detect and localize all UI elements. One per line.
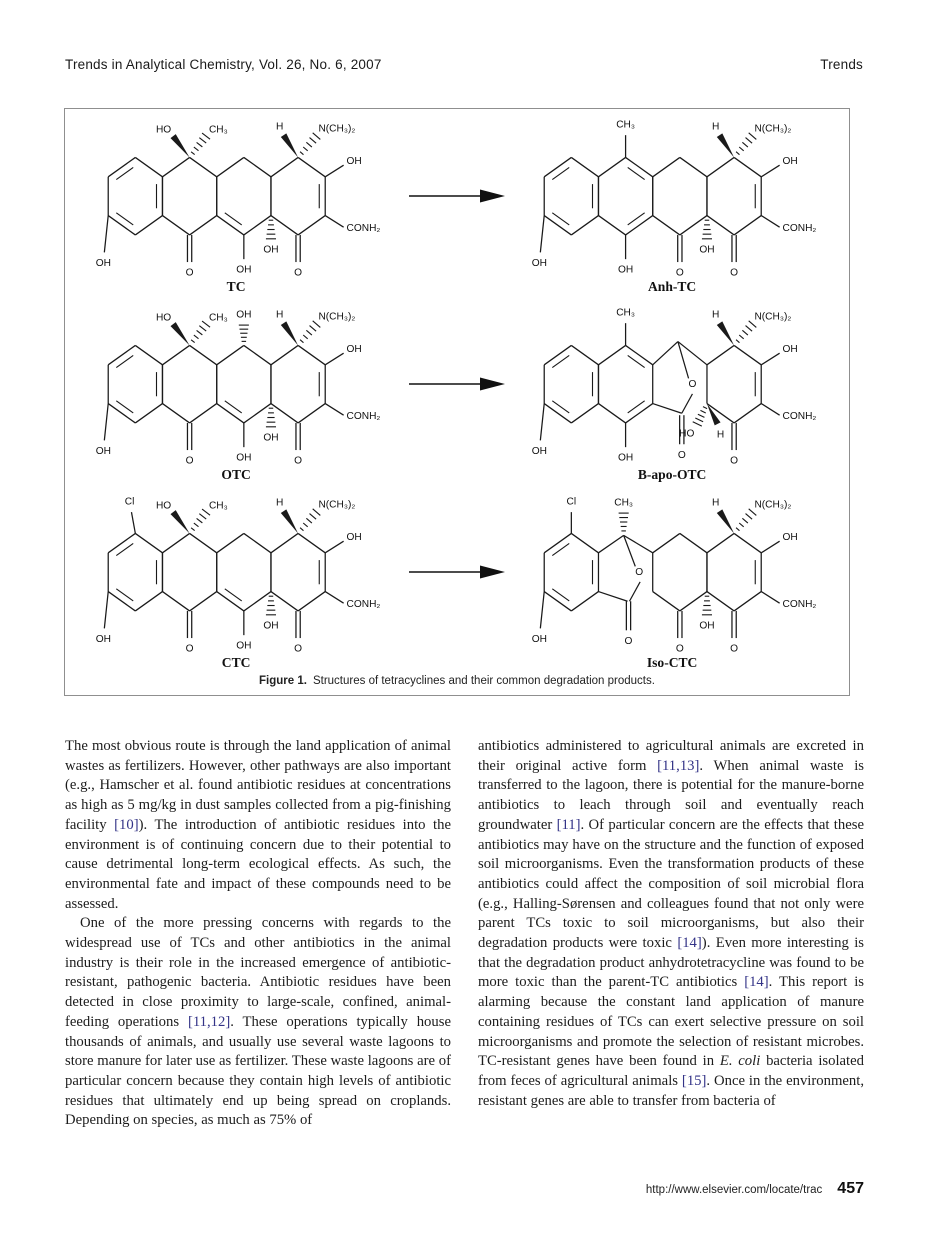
bond-line <box>306 142 312 147</box>
header-journal-info: Trends in Analytical Chemistry, Vol. 26, No. 6, 2007 <box>65 57 382 72</box>
bond-line <box>598 345 625 364</box>
bond-line <box>244 533 271 552</box>
bond-line <box>298 345 325 364</box>
atom-label: OH <box>346 532 362 544</box>
bond-line <box>571 404 598 423</box>
atom-label: O <box>185 455 194 467</box>
atom-label: CH₃ <box>208 500 228 512</box>
bond-line <box>626 157 653 176</box>
bond-line <box>739 523 743 527</box>
atom-label: CONH₂ <box>782 411 817 423</box>
bond-line <box>298 216 325 235</box>
bond-line <box>271 345 298 364</box>
citation-link[interactable]: [10] <box>114 816 139 833</box>
atom-label: O <box>294 267 303 279</box>
bond-line <box>653 404 682 414</box>
bond-line <box>739 335 743 339</box>
bond-line <box>544 157 571 176</box>
text-run: ). The introduction of antibiotic residues into the environment is of continuing concern due to their potential to cause detrimental long-term ecological effects. As such, the environmental fate and impact of these compounds need to be assessed. <box>65 816 451 912</box>
wedge-bond <box>717 321 734 345</box>
publisher-url-link[interactable]: http://www.elsevier.com/locate/trac <box>645 1184 823 1196</box>
page-header <box>65 57 863 72</box>
bond-line <box>325 541 343 553</box>
bond-line <box>571 216 598 235</box>
bond-line <box>194 523 199 527</box>
atom-label: H <box>716 429 725 441</box>
bond-line <box>678 342 707 365</box>
reaction-arrow-icon <box>409 188 505 204</box>
bond-line <box>598 592 627 602</box>
atom-label: OH <box>782 156 798 168</box>
bond-line <box>739 147 743 151</box>
body-column-left <box>65 737 451 1131</box>
bond-line <box>298 533 325 552</box>
atom-label: HO <box>155 312 172 324</box>
bond-line <box>707 216 734 235</box>
bond-line <box>194 335 199 339</box>
bond-line <box>325 592 343 604</box>
molecule-name-label: Iso-CTC <box>646 655 698 671</box>
bond-line <box>653 342 678 365</box>
atom-label: OH <box>236 264 252 276</box>
atom-label: O <box>730 455 739 467</box>
atom-label: OH <box>95 257 111 269</box>
text-run: . When animal waste is transferred to the lagoon, there is potential for the manure-borne antibiotics to leach through soil and eventually reach groundwater <box>478 757 864 833</box>
atom-label: O <box>635 567 644 579</box>
bond-line <box>104 216 108 253</box>
bond-line <box>742 142 748 147</box>
bond-line <box>736 152 739 155</box>
bond-line <box>135 533 162 552</box>
bond-line <box>197 330 203 334</box>
bond-line <box>734 592 761 611</box>
molecule-name-label: CTC <box>221 655 251 671</box>
atom-label: OH <box>95 445 111 457</box>
bond-line <box>197 518 203 522</box>
figure-row-3 <box>65 485 849 673</box>
bond-line <box>629 582 640 601</box>
bond-line <box>108 345 135 364</box>
molecule-structure-anh-tc <box>515 109 835 295</box>
bond-line <box>271 157 298 176</box>
bond-line <box>162 345 189 364</box>
text-run: antibiotics administered to agricultural animals are excreted in their original active form <box>478 738 864 774</box>
atom-label: O <box>294 643 303 655</box>
citation-link[interactable]: [11,12] <box>187 1013 231 1030</box>
paragraph <box>65 737 451 914</box>
molecule-structure-ctc <box>79 485 399 671</box>
bond-line <box>271 216 298 235</box>
text-run: bacteria isolated from feces of agricultural animals <box>478 1053 865 1089</box>
bond-line <box>761 165 779 177</box>
bond-line <box>197 142 203 146</box>
bond-line <box>734 533 761 552</box>
page-footer <box>646 1180 864 1198</box>
atom-label: H <box>712 121 720 133</box>
atom-label: OH <box>617 264 634 276</box>
body-text <box>65 737 864 1131</box>
reaction-arrow-icon <box>409 376 505 392</box>
bond-line <box>300 340 303 343</box>
bond-line <box>653 157 680 176</box>
bond-line <box>310 138 317 144</box>
bond-line <box>544 345 571 364</box>
bond-line <box>199 514 206 519</box>
bond-line <box>190 533 217 552</box>
bond-line <box>244 404 271 423</box>
atom-label: O <box>730 267 739 279</box>
bond-line <box>703 407 707 409</box>
bond-line <box>571 533 598 552</box>
wedge-bond <box>717 133 734 157</box>
atom-label: OH <box>236 309 252 321</box>
molecule-name-label: TC <box>226 279 246 295</box>
bond-line <box>108 533 135 552</box>
bond-line <box>680 157 707 176</box>
atom-label: OH <box>782 344 798 356</box>
bond-line <box>571 345 598 364</box>
bond-line <box>626 404 653 423</box>
bond-line <box>707 533 734 552</box>
wedge-bond <box>717 509 734 533</box>
bond-line <box>199 138 206 143</box>
atom-label: OH <box>263 244 279 256</box>
bond-line <box>300 152 303 155</box>
bond-line <box>544 592 571 611</box>
bond-line <box>244 216 271 235</box>
atom-label: CH₃ <box>208 124 228 136</box>
text-run: . Of particular concern are the effects that these antibiotics may have on the structure and the function of exposed soil microorganisms. Even the transformation products of these antibiotics could affect the composition of soil microbial flora (e.g., Halling-Sørensen and colleagues found that not only were parent TCs toxic to soil microorganisms, but also their degradation products were toxic <box>478 816 864 952</box>
bond-line <box>544 533 571 552</box>
wedge-bond <box>171 322 190 345</box>
bond-line <box>217 216 244 235</box>
bond-line <box>693 422 702 426</box>
bond-line <box>135 592 162 611</box>
bond-line <box>303 147 307 151</box>
bond-line <box>700 410 705 413</box>
atom-label: O <box>294 455 303 467</box>
text-run: . These operations typically house thousands of animals, and usually use several waste lagoons to store manure for later use as fertilizer. These waste lagoons are of particular concern because they contain high levels of antibiotic residues that ultimately end up being spread on croplands. Depending on species, as much as 75% of <box>65 1013 451 1129</box>
bond-line <box>325 216 343 228</box>
bond-line <box>298 592 325 611</box>
atom-label: OH <box>236 640 252 652</box>
wedge-bond <box>171 134 190 157</box>
molecule-structure-tc <box>79 109 399 295</box>
bond-line <box>761 592 779 604</box>
bond-line <box>162 157 189 176</box>
figure-1-box <box>64 108 850 696</box>
bond-line <box>199 326 206 331</box>
bond-line <box>131 512 135 533</box>
wedge-bond <box>171 510 190 533</box>
atom-label: OH <box>346 156 362 168</box>
bond-line <box>540 404 544 441</box>
atom-label: CH₃ <box>616 119 635 131</box>
bond-line <box>680 592 707 611</box>
atom-label: CH₃ <box>208 312 228 324</box>
bond-line <box>135 345 162 364</box>
atom-label: N(CH₃)₂ <box>754 311 792 323</box>
bond-line <box>325 404 343 416</box>
atom-label: CONH₂ <box>782 599 817 611</box>
wedge-bond <box>707 404 721 426</box>
text-run: . Once in the environment, resistant genes are able to transfer from bacteria of <box>478 1072 865 1109</box>
bond-line <box>680 216 707 235</box>
bond-line <box>190 216 217 235</box>
atom-label: OH <box>346 344 362 356</box>
bond-line <box>571 157 598 176</box>
atom-label: H <box>276 309 284 321</box>
bond-line <box>190 404 217 423</box>
bond-line <box>190 345 217 364</box>
text-run: One of the more pressing concerns with regards to the widespread use of TCs and other antibiotics in the animal industry is their role in the increased emergence of antibiotic-resistant, pathogenic bacteria. Antibiotic residues have been detected in close proximity to large-scale, confined, animal-feeding operations <box>65 915 451 1030</box>
bond-line <box>162 216 189 235</box>
bond-line <box>571 592 598 611</box>
atom-label: CONH₂ <box>346 411 381 423</box>
bond-line <box>544 404 571 423</box>
molecule-name-label: OTC <box>221 467 251 483</box>
bond-line <box>734 404 761 423</box>
atom-label: HO <box>679 428 695 440</box>
bond-line <box>162 533 189 552</box>
atom-label: Cl <box>124 496 135 508</box>
bond-line <box>306 518 312 523</box>
header-journal-name: Trends <box>820 57 863 72</box>
atom-label: CONH₂ <box>782 223 817 235</box>
bond-line <box>736 528 739 531</box>
citation-link[interactable]: [11] <box>556 816 581 833</box>
atom-label: O <box>675 643 684 655</box>
bond-line <box>734 216 761 235</box>
bond-line <box>624 535 653 552</box>
atom-label: N(CH₃)₂ <box>318 499 356 511</box>
bond-line <box>135 404 162 423</box>
bond-line <box>108 592 135 611</box>
text-run: . This report is alarming because the constant land application of manure containing residues of TCs can exert selective pressure on soil microorganisms and promote the selection of resistant microbes. TC-resistant genes have been found in <box>478 974 864 1070</box>
reaction-arrow-icon <box>409 564 505 580</box>
atom-label: OH <box>782 532 798 544</box>
bond-line <box>678 342 689 379</box>
wedge-bond <box>281 509 298 533</box>
bond-line <box>325 165 343 177</box>
citation-link[interactable]: [14] <box>744 974 769 991</box>
atom-label: H <box>712 309 720 321</box>
atom-label: N(CH₃)₂ <box>318 311 356 323</box>
bond-line <box>653 216 680 235</box>
bond-line <box>217 404 244 423</box>
atom-label: H <box>276 121 284 133</box>
bond-line <box>325 353 343 365</box>
bond-line <box>734 157 761 176</box>
bond-line <box>244 345 271 364</box>
atom-label: N(CH₃)₂ <box>318 123 356 135</box>
atom-label: O <box>185 643 194 655</box>
figure-row-2 <box>65 297 849 485</box>
atom-label: OH <box>617 452 634 464</box>
atom-label: OH <box>531 445 547 457</box>
atom-label: O <box>730 643 739 655</box>
text-run: The most obvious route is through the land application of animal wastes as fertilizers. However, other pathways are also important (e.g., Hamscher et al. found antibiotic residues at concentrations as high as 5 mg/kg in dust samples collected from a pig-finishing facility <box>65 738 451 833</box>
wedge-bond <box>281 321 298 345</box>
bond-line <box>303 335 307 339</box>
figure-caption-label: Figure 1. <box>259 675 307 687</box>
bond-line <box>191 152 195 155</box>
bond-line <box>624 535 636 566</box>
bond-line <box>746 138 753 144</box>
bond-line <box>310 514 317 520</box>
bond-line <box>191 528 195 531</box>
bond-line <box>194 147 199 151</box>
bond-line <box>104 404 108 441</box>
bond-line <box>626 216 653 235</box>
bond-line <box>135 216 162 235</box>
bond-line <box>736 340 739 343</box>
bond-line <box>544 216 571 235</box>
atom-label: OH <box>699 620 715 632</box>
text-run: ). Even more interesting is that the degradation product anhydrotetracycline was found to be more toxic than the parent-TC antibiotics <box>478 935 864 991</box>
molecule-structure-otc <box>79 297 399 483</box>
atom-label: OH <box>531 257 547 269</box>
bond-line <box>298 404 325 423</box>
atom-label: O <box>185 267 194 279</box>
bond-line <box>695 418 703 422</box>
bond-line <box>598 404 625 423</box>
atom-label: N(CH₃)₂ <box>754 499 792 511</box>
molecule-name-label: B-apo-OTC <box>637 467 707 483</box>
bond-line <box>734 345 761 364</box>
bond-line <box>306 330 312 335</box>
bond-line <box>271 404 298 423</box>
bond-line <box>191 340 195 343</box>
atom-label: O <box>688 379 697 391</box>
bond-line <box>162 404 189 423</box>
bond-line <box>598 157 625 176</box>
bond-line <box>303 523 307 527</box>
page-number: 457 <box>837 1180 864 1197</box>
atom-label: CH₃ <box>614 497 634 509</box>
molecule-structure-b-apo-otc <box>515 297 835 483</box>
bond-line <box>108 157 135 176</box>
atom-label: CONH₂ <box>346 599 381 611</box>
bond-line <box>104 592 108 629</box>
bond-line <box>271 533 298 552</box>
bond-line <box>190 592 217 611</box>
bond-line <box>707 592 734 611</box>
atom-label: CONH₂ <box>346 223 381 235</box>
atom-label: H <box>712 497 720 509</box>
bond-line <box>761 216 779 228</box>
atom-label: O <box>677 449 686 461</box>
molecule-structure-iso-ctc <box>515 485 835 671</box>
bond-line <box>598 535 623 552</box>
atom-label: OH <box>263 432 279 444</box>
bond-line <box>310 326 317 332</box>
body-column-right <box>478 737 864 1131</box>
bond-line <box>707 157 734 176</box>
bond-line <box>653 592 680 611</box>
bond-line <box>217 345 244 364</box>
bond-line <box>540 592 544 629</box>
citation-link[interactable]: [15] <box>681 1072 707 1089</box>
bond-line <box>761 541 779 553</box>
atom-label: OH <box>236 452 252 464</box>
atom-label: N(CH₃)₂ <box>754 123 792 135</box>
citation-link[interactable]: [11,13] <box>657 757 700 774</box>
figure-caption <box>65 675 849 687</box>
bond-line <box>135 157 162 176</box>
bond-line <box>653 533 680 552</box>
bond-line <box>244 157 271 176</box>
atom-label: OH <box>699 244 715 256</box>
bond-line <box>698 414 705 417</box>
bond-line <box>162 592 189 611</box>
figure-caption-text: Structures of tetracyclines and their common degradation products. <box>312 675 655 687</box>
atom-label: CH₃ <box>616 307 635 319</box>
bond-line <box>298 157 325 176</box>
bond-line <box>682 394 693 413</box>
bond-line <box>761 404 779 416</box>
atom-label: HO <box>155 500 172 512</box>
bond-line <box>108 216 135 235</box>
bond-line <box>244 592 271 611</box>
atom-label: O <box>675 267 684 279</box>
bond-line <box>598 216 625 235</box>
bond-line <box>300 528 303 531</box>
paragraph <box>478 737 864 1111</box>
bond-line <box>761 353 779 365</box>
bond-line <box>746 514 753 520</box>
citation-link[interactable]: [14] <box>677 935 702 952</box>
bond-line <box>217 157 244 176</box>
atom-label: OH <box>263 620 279 632</box>
bond-line <box>680 533 707 552</box>
figure-row-1 <box>65 109 849 297</box>
wedge-bond <box>281 133 298 157</box>
paragraph <box>65 914 451 1131</box>
italic-text: E. coli <box>719 1053 761 1070</box>
bond-line <box>742 518 748 523</box>
atom-label: OH <box>531 633 547 645</box>
bond-line <box>190 157 217 176</box>
bond-line <box>217 592 244 611</box>
bond-line <box>540 216 544 253</box>
atom-label: Cl <box>566 496 577 508</box>
atom-label: HO <box>155 124 172 136</box>
bond-line <box>707 345 734 364</box>
bond-line <box>626 345 653 364</box>
bond-line <box>742 330 748 335</box>
bond-line <box>271 592 298 611</box>
atom-label: O <box>624 635 633 647</box>
atom-label: OH <box>95 633 111 645</box>
bond-line <box>217 533 244 552</box>
bond-line <box>108 404 135 423</box>
bond-line <box>746 326 753 332</box>
molecule-name-label: Anh-TC <box>648 279 697 295</box>
atom-label: H <box>276 497 284 509</box>
